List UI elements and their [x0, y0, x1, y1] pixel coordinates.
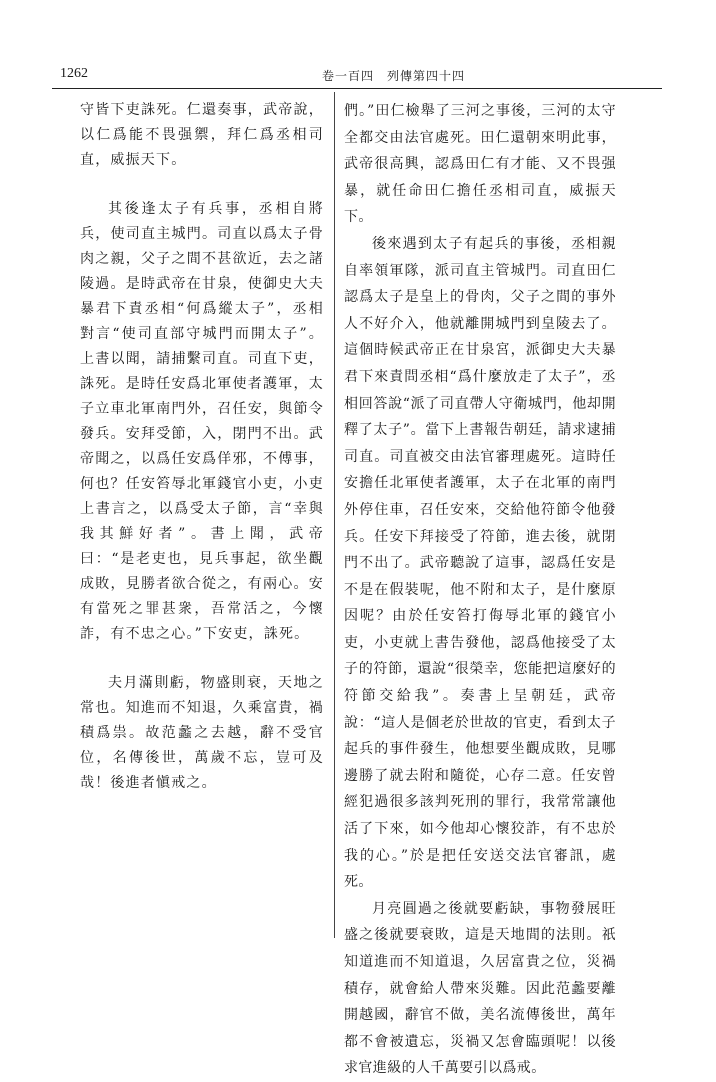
right-paragraph: 們。”田仁檢舉了三河之事後，三河的太守全都交由法官處死。田仁還朝來明此事，武帝很高興，認爲田仁有才能、又不畏强暴，就任命田仁擔任丞相司直，威振天下。 — [344, 103, 616, 226]
left-paragraph: 夫月滿則虧，物盛則衰，天地之常也。知進而不知退，久乘富貴，禍積爲祟。故范蠡之去越，辭不受官位，名傳後世，萬歲不忘，豈可及哉！後進者愼戒之。 — [80, 675, 324, 791]
running-title: 卷一百四 列傳第四十四 — [322, 69, 466, 83]
page-number: 1262 — [60, 66, 88, 81]
left-paragraph: 守皆下吏誅死。仁還奏事，武帝說，以仁爲能不畏强禦，拜仁爲丞相司直，威振天下。 — [80, 102, 324, 168]
translation-column — [344, 98, 616, 1082]
classical-text-column — [80, 98, 324, 796]
column-divider — [334, 92, 335, 938]
right-paragraph: 月亮圓過之後就要虧缺，事物發展旺盛之後就要衰敗，這是天地間的法則。祇知道進而不知道退，久居富貴之位，災禍積存，就會給人帶來災難。因此范蠡要離開越國，辭官不做，美名流傳後世，萬年都不會被遺忘，災禍又怎會臨頭呢！以後求官進級的人千萬要引以爲戒。 — [344, 900, 616, 1077]
right-paragraph: 後來遇到太子有起兵的事後，丞相親自率領軍隊，派司直主管城門。司直田仁認爲太子是皇上的骨肉，父子之間的事外人不好介入，他就離開城門到皇陵去了。這個時候武帝正在甘泉宮，派御史大夫暴君下來責問丞相“爲什麼放走了太子”，丞相回答說“派了司直帶人守衛城門，他却開釋了太子”。當下上書報告朝廷，請求逮捕司直。司直被交由法官審理處死。這時任安擔任北軍使者護軍，太子在北軍的南門外停住車，召任安來，交給他符節令他發兵。任安下拜接受了符節，進去後，就閉門不出了。武帝聽說了這事，認爲任安是不是在假裝呢，他不附和太子，是什麼原因呢？由於任安笞打侮辱北軍的錢官小吏，小吏就上書告發他，認爲他接受了太子的符節，還說“很榮幸，您能把這麼好的符節交給我”。奏書上呈朝廷，武帝說：“這人是個老於世故的官吏，看到太子起兵的事件發生，他想要坐觀成敗，見哪邊勝了就去附和隨從，心存二意。任安曾經犯過很多該判死刑的罪行，我常常讓他活了下來，如今他却心懷狡詐，有不忠於我的心。”於是把任安送交法官審訊，處死。 — [344, 235, 616, 891]
left-paragraph: 其後逢太子有兵事，丞相自將兵，使司直主城門。司直以爲太子骨肉之親，父子之間不甚欲近，去之諸陵過。是時武帝在甘泉，使御史大夫暴君下責丞相“何爲縱太子”，丞相對言“使司直部守城門而開太子”。上書以聞，請捕繫司直。司直下吏，誅死。是時任安爲北軍使者護軍，太子立車北軍南門外，召任安，與節令發兵。安拜受節，入，閉門不出。武帝聞之，以爲任安爲佯邪，不傅事，何也？任安笞辱北軍錢官小吏，小吏上書言之，以爲受太子節，言“幸與我其鮮好者”。書上聞，武帝曰：“是老吏也，見兵事起，欲坐觀成敗，見勝者欲合從之，有兩心。安有當死之罪甚衆，吾常活之，今懷詐，有不忠之心。”下安吏，誅死。 — [80, 201, 324, 642]
page-header — [52, 66, 662, 89]
